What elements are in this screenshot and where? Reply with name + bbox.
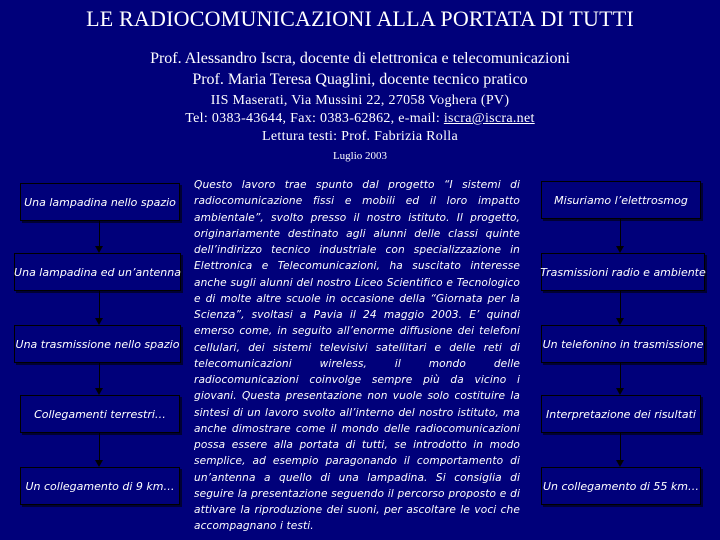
nav-box-collegamento-55km[interactable] — [541, 467, 701, 505]
connector-line — [99, 290, 100, 318]
nav-box-trasmissione-spazio[interactable] — [14, 325, 181, 363]
nav-box-collegamento-9km[interactable] — [20, 467, 180, 505]
arrow-down-icon — [95, 318, 103, 325]
intro-paragraph: Questo lavoro trae spunto dal progetto “I sistemi di radiocomunicazione fissi e mobili ed il loro impatto ambientale”, svolto presso il nostro istituto. Il progetto, originariamente destinato agli alunni delle classi quinte dell’indirizzo tecnico industriale con specializzazione in Elettronica e Telecomunicazioni, ha suscitato interesse anche sugli alunni del nostro Liceo Scientifico e Tecnologico e di molte altre scuole in occasione della “Giornata per la Scienza”, svoltasi a Pavia il 24 maggio 2003. E’ quindi emerso come, in seguito all’enorme diffusione dei telefoni cellulari, dei sistemi televisivi satellitari e delle reti di telecomunicazioni wireless, il mondo delle radiocomunicazioni coinvolge sempre più da vicino i giovani. Questa presentazione non vuole solo costituire la sintesi di un lavoro svolto all’interno del nostro istituto, ma anche dimostrare come il mondo delle radiocomunicazioni possa essere alla portata di tutti, se introdotto in modo semplice, ad esempio paragonando il comportamento di un’antenna a quello di una lampadina. Si consiglia di seguire la presentazione seguendo il percorso proposto e di attivare la riproduzione dei suoni, per ascoltare le voci che accompagnano i testi. — [194, 179, 520, 533]
arrow-down-icon — [616, 318, 624, 325]
email-link[interactable]: iscra@iscra.net — [443, 111, 535, 126]
school-address: IIS Maserati, Via Mussini 22, 27058 Voghera (PV) — [210, 93, 510, 108]
nav-box-label: Una lampadina nello spazio — [24, 195, 176, 209]
connector-line — [99, 362, 100, 388]
arrow-down-icon — [95, 246, 103, 253]
nav-box-label: Una lampadina ed un’antenna — [14, 265, 181, 279]
nav-box-trasmissioni-ambiente[interactable] — [541, 253, 705, 291]
contact-line — [0, 110, 720, 128]
nav-box-interpretazione-risultati[interactable] — [541, 395, 701, 433]
nav-box-label: Un collegamento di 9 km… — [25, 479, 175, 493]
author-1: Prof. Alessandro Iscra, docente di elettronica e telecomunicazioni — [150, 50, 570, 67]
proofreading-credit: Lettura testi: Prof. Fabrizia Rolla — [262, 129, 458, 144]
date-label: Luglio 2003 — [332, 150, 388, 162]
arrow-down-icon — [616, 246, 624, 253]
arrow-down-icon — [616, 460, 624, 467]
contact-prefix: Tel: 0383-43644, Fax: 0383-62862, e-mail: — [185, 111, 444, 126]
connector-line — [99, 220, 100, 246]
authors-block — [0, 48, 720, 90]
connector-line — [620, 218, 621, 246]
nav-box-label: Interpretazione dei risultati — [545, 407, 696, 421]
arrow-down-icon — [616, 388, 624, 395]
arrow-down-icon — [95, 388, 103, 395]
page-title: LE RADIOCOMUNICAZIONI ALLA PORTATA DI TUTTI — [86, 6, 634, 31]
author-2: Prof. Maria Teresa Quaglini, docente tecnico pratico — [192, 71, 528, 88]
nav-box-lampadina-spazio[interactable] — [20, 183, 180, 221]
school-info — [0, 92, 720, 146]
nav-box-label: Un telefonino in trasmissione — [542, 337, 704, 351]
connector-line — [620, 290, 621, 318]
connector-line — [620, 362, 621, 388]
nav-box-label: Misuriamo l’elettrosmog — [554, 193, 688, 207]
nav-box-label: Una trasmissione nello spazio — [15, 337, 180, 351]
nav-box-collegamenti-terrestri[interactable] — [20, 395, 180, 433]
connector-line — [620, 432, 621, 460]
arrow-down-icon — [95, 460, 103, 467]
nav-box-lampadina-antenna[interactable] — [14, 253, 181, 291]
nav-box-telefonino-trasmissione[interactable] — [541, 325, 705, 363]
nav-box-misuriamo-elettrosmog[interactable] — [541, 181, 701, 219]
nav-box-label: Un collegamento di 55 km… — [542, 479, 699, 493]
nav-box-label: Collegamenti terrestri… — [34, 407, 166, 421]
nav-box-label: Trasmissioni radio e ambiente — [540, 265, 706, 279]
connector-line — [99, 432, 100, 460]
